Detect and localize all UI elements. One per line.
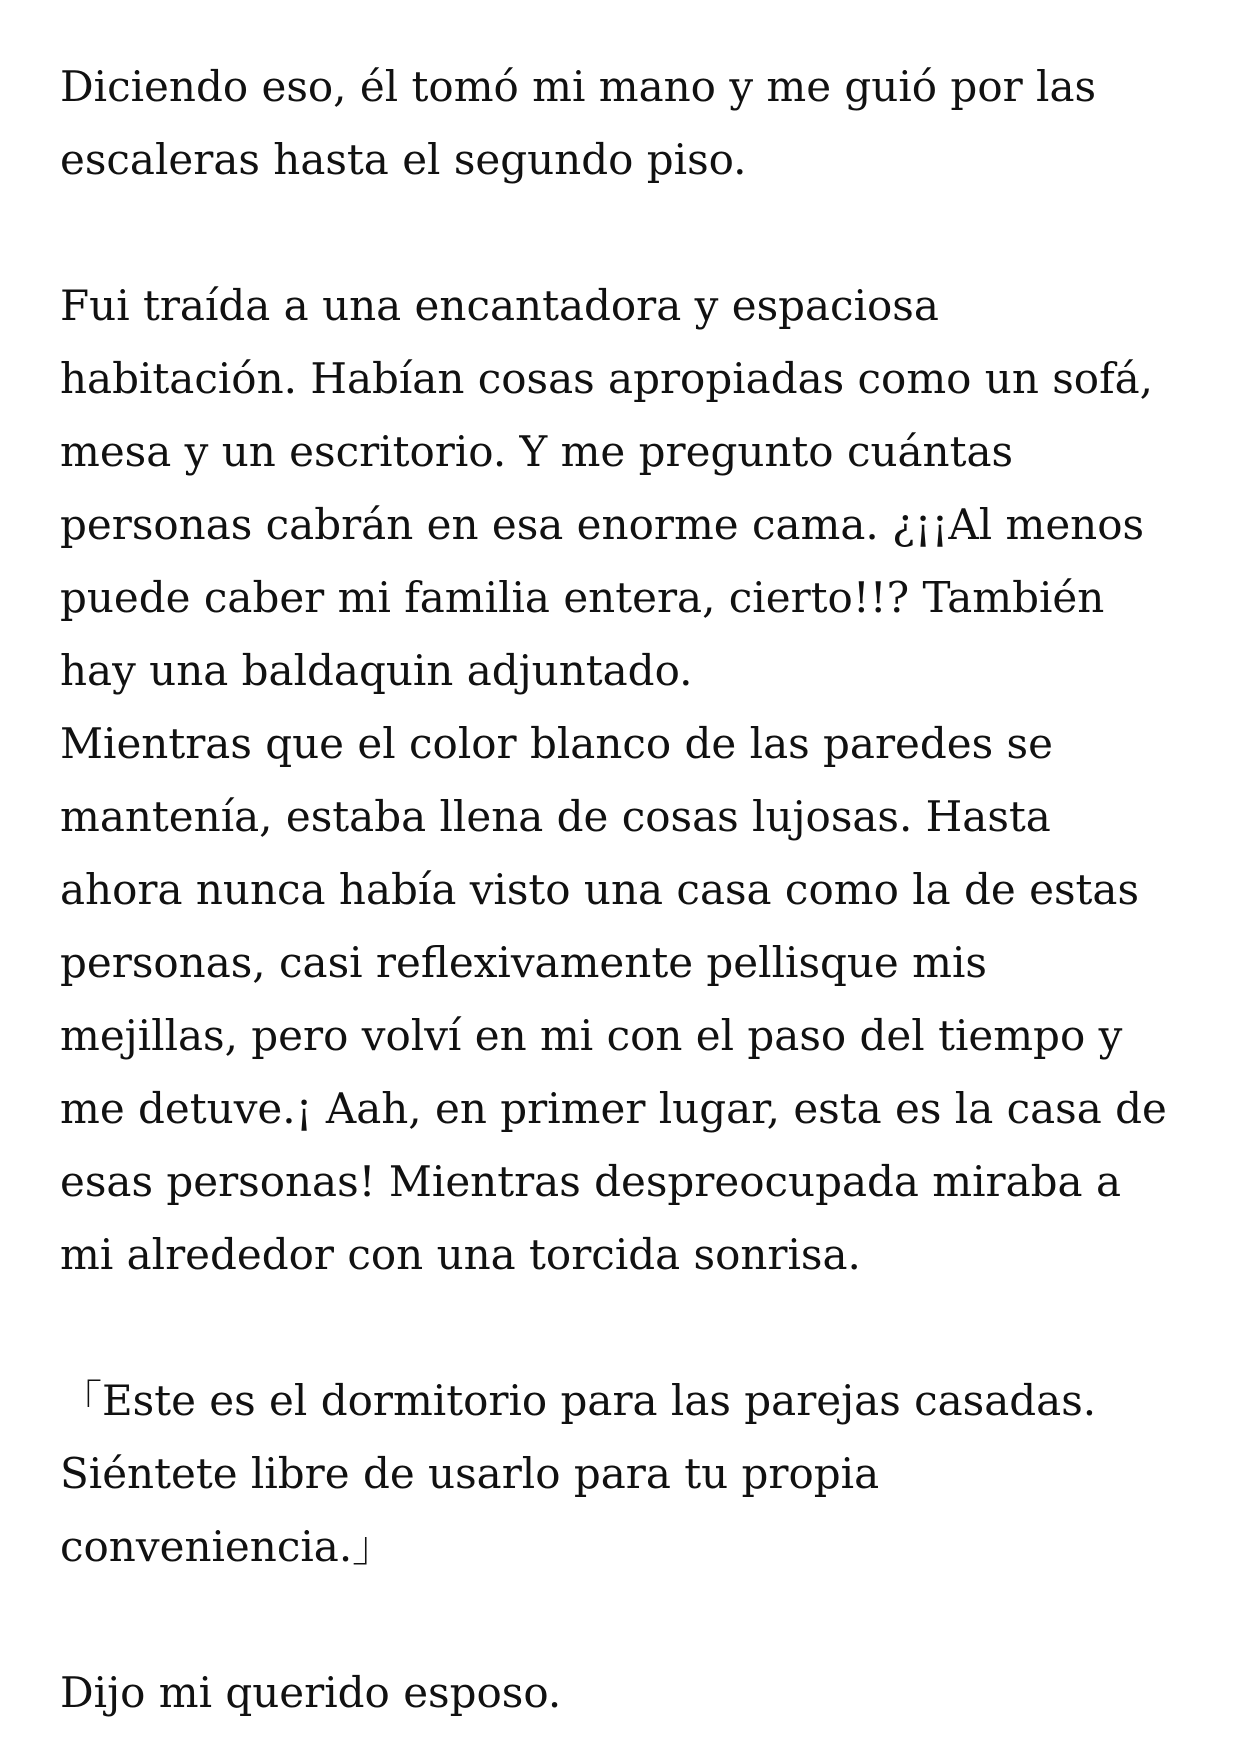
text-line: mi alrededor con una torcida sonrisa.	[60, 1230, 861, 1279]
text-line: escaleras hasta el segundo piso.	[60, 135, 747, 184]
paragraph-1	[60, 50, 1200, 196]
text-line: Dijo mi querido esposo.	[60, 1668, 562, 1717]
text-line: Fui traída a una encantadora y espaciosa	[60, 281, 939, 330]
text-line: habitación. Habían cosas apropiadas como un sofá,	[60, 354, 1154, 403]
paragraph-3	[60, 1364, 1200, 1583]
document-body	[60, 50, 1200, 1729]
text-line: puede caber mi familia entera, cierto!!? También	[60, 573, 1105, 622]
paragraph-gap	[60, 196, 1200, 269]
text-line: personas, casi reflexivamente pellisque mis	[60, 938, 987, 987]
text-line: mejillas, pero volví en mi con el paso del tiempo y	[60, 1011, 1123, 1060]
text-line: mantenía, estaba llena de cosas lujosas. Hasta	[60, 792, 1051, 841]
text-line: ahora nunca había visto una casa como la de estas	[60, 865, 1139, 914]
text-line: Diciendo eso, él tomó mi mano y me guió por las	[60, 62, 1097, 111]
paragraph-2	[60, 269, 1200, 1291]
text-line: Siéntete libre de usarlo para tu propia	[60, 1449, 880, 1498]
text-line: Mientras que el color blanco de las paredes se	[60, 719, 1053, 768]
paragraph-4	[60, 1656, 1200, 1729]
paragraph-gap	[60, 1583, 1200, 1656]
text-line: mesa y un escritorio. Y me pregunto cuántas	[60, 427, 1014, 476]
text-line: conveniencia.」	[60, 1522, 395, 1571]
text-line: personas cabrán en esa enorme cama. ¿¡¡Al menos	[60, 500, 1145, 549]
text-line: me detuve.¡ Aah, en primer lugar, esta es la casa de	[60, 1084, 1167, 1133]
text-line: 「Este es el dormitorio para las parejas casadas.	[60, 1376, 1097, 1425]
text-line: esas personas! Mientras despreocupada miraba a	[60, 1157, 1121, 1206]
text-line: hay una baldaquin adjuntado.	[60, 646, 693, 695]
paragraph-gap	[60, 1291, 1200, 1364]
